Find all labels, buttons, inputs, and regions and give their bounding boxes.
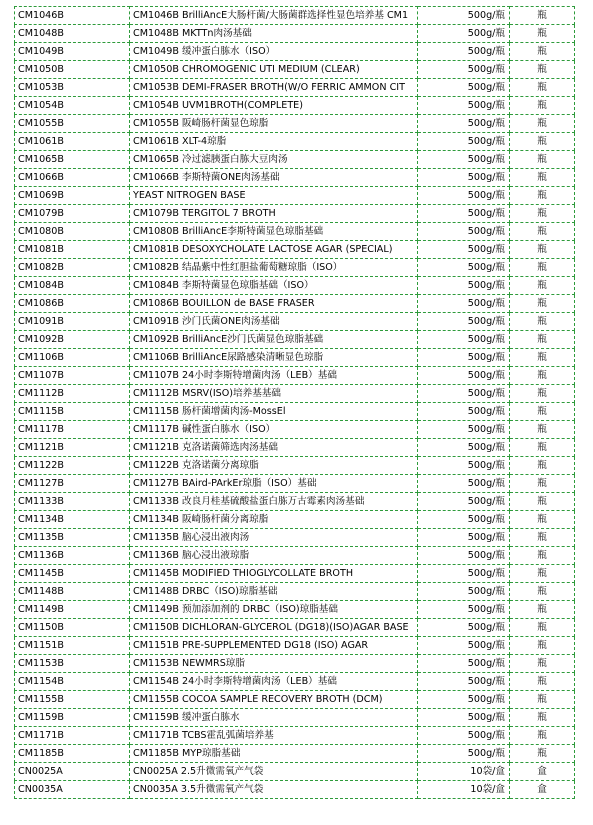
unit-cell: 瓶 [510, 655, 575, 673]
product-name-cell: CM1155B COCOA SAMPLE RECOVERY BROTH (DCM) [130, 691, 418, 709]
unit-cell: 瓶 [510, 241, 575, 259]
table-row [15, 511, 575, 529]
product-code-cell: CM1091B [15, 313, 130, 331]
table-row [15, 439, 575, 457]
table-row [15, 385, 575, 403]
product-name-cell: CM1054B UVM1BROTH(COMPLETE) [130, 97, 418, 115]
product-name-cell: CM1107B 24小时李斯特增菌肉汤（LEB）基础 [130, 367, 418, 385]
product-code-cell: CM1153B [15, 655, 130, 673]
package-spec-cell: 500g/瓶 [418, 709, 510, 727]
unit-cell: 瓶 [510, 601, 575, 619]
table-row [15, 187, 575, 205]
unit-cell: 瓶 [510, 673, 575, 691]
product-name-cell: CM1135B 脑心浸出液肉汤 [130, 529, 418, 547]
product-code-cell: CM1050B [15, 61, 130, 79]
product-code-cell: CM1134B [15, 511, 130, 529]
table-row [15, 709, 575, 727]
package-spec-cell: 500g/瓶 [418, 583, 510, 601]
table-row [15, 79, 575, 97]
unit-cell: 瓶 [510, 187, 575, 205]
package-spec-cell: 500g/瓶 [418, 403, 510, 421]
product-code-cell: CM1154B [15, 673, 130, 691]
product-name-cell: CM1086B BOUILLON de BASE FRASER [130, 295, 418, 313]
table-row [15, 331, 575, 349]
package-spec-cell: 500g/瓶 [418, 547, 510, 565]
unit-cell: 瓶 [510, 97, 575, 115]
table-row [15, 421, 575, 439]
product-code-cell: CM1136B [15, 547, 130, 565]
product-code-cell: CM1082B [15, 259, 130, 277]
package-spec-cell: 500g/瓶 [418, 655, 510, 673]
product-name-cell: CM1159B 缓冲蛋白胨水 [130, 709, 418, 727]
product-code-cell: CM1112B [15, 385, 130, 403]
package-spec-cell: 500g/瓶 [418, 205, 510, 223]
table-row [15, 781, 575, 799]
table-row [15, 493, 575, 511]
product-name-cell: CM1185B MYP琼脂基础 [130, 745, 418, 763]
package-spec-cell: 500g/瓶 [418, 511, 510, 529]
unit-cell: 瓶 [510, 475, 575, 493]
product-code-cell: CM1150B [15, 619, 130, 637]
product-code-cell: CM1079B [15, 205, 130, 223]
product-name-cell: CM1061B XLT-4琼脂 [130, 133, 418, 151]
product-name-cell: YEAST NITROGEN BASE [130, 187, 418, 205]
table-row [15, 673, 575, 691]
unit-cell: 瓶 [510, 349, 575, 367]
unit-cell: 瓶 [510, 403, 575, 421]
package-spec-cell: 500g/瓶 [418, 151, 510, 169]
package-spec-cell: 500g/瓶 [418, 619, 510, 637]
unit-cell: 瓶 [510, 637, 575, 655]
table-row [15, 367, 575, 385]
unit-cell: 瓶 [510, 421, 575, 439]
product-code-cell: CM1149B [15, 601, 130, 619]
unit-cell: 瓶 [510, 61, 575, 79]
product-code-cell: CM1055B [15, 115, 130, 133]
table-row [15, 97, 575, 115]
table-row [15, 151, 575, 169]
package-spec-cell: 500g/瓶 [418, 25, 510, 43]
unit-cell: 瓶 [510, 709, 575, 727]
table-row [15, 43, 575, 61]
product-name-cell: CM1115B 肠杆菌增菌肉汤-MossEl [130, 403, 418, 421]
product-code-cell: CM1133B [15, 493, 130, 511]
package-spec-cell: 500g/瓶 [418, 493, 510, 511]
unit-cell: 瓶 [510, 205, 575, 223]
package-spec-cell: 500g/瓶 [418, 115, 510, 133]
product-name-cell: CM1154B 24小时李斯特增菌肉汤（LEB）基础 [130, 673, 418, 691]
table-row [15, 133, 575, 151]
product-code-cell: CM1106B [15, 349, 130, 367]
product-name-cell: CM1133B 改良月桂基硫酸盐蛋白胨万古霉素肉汤基础 [130, 493, 418, 511]
unit-cell: 瓶 [510, 745, 575, 763]
package-spec-cell: 500g/瓶 [418, 691, 510, 709]
product-name-cell: CM1065B 冷过滤胰蛋白胨大豆肉汤 [130, 151, 418, 169]
table-row [15, 295, 575, 313]
product-code-cell: CM1048B [15, 25, 130, 43]
product-code-cell: CM1084B [15, 277, 130, 295]
package-spec-cell: 500g/瓶 [418, 475, 510, 493]
product-code-cell: CM1061B [15, 133, 130, 151]
product-name-cell: CM1049B 缓冲蛋白胨水（ISO） [130, 43, 418, 61]
unit-cell: 瓶 [510, 439, 575, 457]
product-name-cell: CM1080B BrilliAncE李斯特菌显色琼脂基础 [130, 223, 418, 241]
package-spec-cell: 500g/瓶 [418, 169, 510, 187]
unit-cell: 瓶 [510, 223, 575, 241]
table-row [15, 61, 575, 79]
package-spec-cell: 500g/瓶 [418, 673, 510, 691]
package-spec-cell: 500g/瓶 [418, 97, 510, 115]
product-code-cell: CM1121B [15, 439, 130, 457]
product-name-cell: CM1151B PRE-SUPPLEMENTED DG18 (ISO) AGAR [130, 637, 418, 655]
product-code-cell: CM1080B [15, 223, 130, 241]
package-spec-cell: 500g/瓶 [418, 637, 510, 655]
table-row [15, 457, 575, 475]
package-spec-cell: 500g/瓶 [418, 223, 510, 241]
product-name-cell: CM1081B DESOXYCHOLATE LACTOSE AGAR (SPECIAL) [130, 241, 418, 259]
package-spec-cell: 500g/瓶 [418, 7, 510, 25]
table-row [15, 403, 575, 421]
product-table [14, 6, 575, 799]
package-spec-cell: 500g/瓶 [418, 331, 510, 349]
unit-cell: 瓶 [510, 313, 575, 331]
unit-cell: 瓶 [510, 691, 575, 709]
unit-cell: 瓶 [510, 133, 575, 151]
package-spec-cell: 500g/瓶 [418, 439, 510, 457]
package-spec-cell: 500g/瓶 [418, 259, 510, 277]
product-code-cell: CM1159B [15, 709, 130, 727]
product-name-cell: CM1153B NEWMRS琼脂 [130, 655, 418, 673]
unit-cell: 瓶 [510, 565, 575, 583]
package-spec-cell: 500g/瓶 [418, 745, 510, 763]
unit-cell: 瓶 [510, 115, 575, 133]
table-row [15, 547, 575, 565]
table-row [15, 349, 575, 367]
table-row [15, 583, 575, 601]
unit-cell: 瓶 [510, 457, 575, 475]
unit-cell: 瓶 [510, 493, 575, 511]
product-code-cell: CM1054B [15, 97, 130, 115]
package-spec-cell: 500g/瓶 [418, 79, 510, 97]
unit-cell: 瓶 [510, 583, 575, 601]
product-name-cell: CN0025A 2.5升微需氧产气袋 [130, 763, 418, 781]
table-row [15, 565, 575, 583]
unit-cell: 盒 [510, 763, 575, 781]
package-spec-cell: 500g/瓶 [418, 529, 510, 547]
product-name-cell: CM1134B 阪崎肠杆菌分离琼脂 [130, 511, 418, 529]
package-spec-cell: 500g/瓶 [418, 349, 510, 367]
product-code-cell: CM1065B [15, 151, 130, 169]
unit-cell: 瓶 [510, 7, 575, 25]
product-code-cell: CM1155B [15, 691, 130, 709]
product-code-cell: CM1066B [15, 169, 130, 187]
table-row [15, 115, 575, 133]
table-row [15, 7, 575, 25]
product-name-cell: CM1066B 李斯特菌ONE肉汤基础 [130, 169, 418, 187]
package-spec-cell: 500g/瓶 [418, 187, 510, 205]
table-row [15, 313, 575, 331]
product-name-cell: CM1092B BrilliAncE沙门氏菌显色琼脂基础 [130, 331, 418, 349]
unit-cell: 瓶 [510, 367, 575, 385]
product-code-cell: CM1148B [15, 583, 130, 601]
product-code-cell: CM1145B [15, 565, 130, 583]
table-row [15, 727, 575, 745]
table-row [15, 277, 575, 295]
product-name-cell: CM1149B 预加添加剂的 DRBC（ISO)琼脂基础 [130, 601, 418, 619]
product-name-cell: CM1145B MODIFIED THIOGLYCOLLATE BROTH [130, 565, 418, 583]
table-row [15, 25, 575, 43]
table-row [15, 241, 575, 259]
product-code-cell: CM1151B [15, 637, 130, 655]
unit-cell: 瓶 [510, 79, 575, 97]
product-name-cell: CM1055B 阪崎肠杆菌显色琼脂 [130, 115, 418, 133]
product-code-cell: CM1115B [15, 403, 130, 421]
package-spec-cell: 500g/瓶 [418, 601, 510, 619]
unit-cell: 瓶 [510, 619, 575, 637]
table-row [15, 637, 575, 655]
product-code-cell: CM1107B [15, 367, 130, 385]
table-row [15, 655, 575, 673]
table-row [15, 691, 575, 709]
package-spec-cell: 500g/瓶 [418, 727, 510, 745]
unit-cell: 盒 [510, 781, 575, 799]
product-table-body [15, 7, 575, 799]
package-spec-cell: 500g/瓶 [418, 565, 510, 583]
package-spec-cell: 10袋/盒 [418, 781, 510, 799]
table-row [15, 763, 575, 781]
unit-cell: 瓶 [510, 151, 575, 169]
product-code-cell: CM1122B [15, 457, 130, 475]
table-row [15, 205, 575, 223]
unit-cell: 瓶 [510, 295, 575, 313]
table-row [15, 619, 575, 637]
product-name-cell: CM1112B MSRV(ISO)培养基基础 [130, 385, 418, 403]
product-code-cell: CM1046B [15, 7, 130, 25]
package-spec-cell: 500g/瓶 [418, 277, 510, 295]
unit-cell: 瓶 [510, 277, 575, 295]
product-name-cell: CM1136B 脑心浸出液琼脂 [130, 547, 418, 565]
product-name-cell: CM1106B BrilliAncE尿路感染清晰显色琼脂 [130, 349, 418, 367]
package-spec-cell: 500g/瓶 [418, 313, 510, 331]
package-spec-cell: 500g/瓶 [418, 385, 510, 403]
product-name-cell: CM1091B 沙门氏菌ONE肉汤基础 [130, 313, 418, 331]
product-name-cell: CM1053B DEMI-FRASER BROTH(W/O FERRIC AMMON CIT [130, 79, 418, 97]
product-name-cell: CM1150B DICHLORAN-GLYCEROL (DG18)(ISO)AGAR BASE [130, 619, 418, 637]
table-row [15, 529, 575, 547]
unit-cell: 瓶 [510, 259, 575, 277]
unit-cell: 瓶 [510, 529, 575, 547]
unit-cell: 瓶 [510, 331, 575, 349]
package-spec-cell: 500g/瓶 [418, 367, 510, 385]
product-name-cell: CN0035A 3.5升微需氧产气袋 [130, 781, 418, 799]
product-name-cell: CM1117B 碱性蛋白胨水（ISO） [130, 421, 418, 439]
unit-cell: 瓶 [510, 25, 575, 43]
product-name-cell: CM1048B MKTTn肉汤基础 [130, 25, 418, 43]
product-name-cell: CM1082B 结晶紫中性红胆盐葡萄糖琼脂（ISO） [130, 259, 418, 277]
unit-cell: 瓶 [510, 169, 575, 187]
package-spec-cell: 500g/瓶 [418, 241, 510, 259]
package-spec-cell: 500g/瓶 [418, 457, 510, 475]
unit-cell: 瓶 [510, 547, 575, 565]
package-spec-cell: 10袋/盒 [418, 763, 510, 781]
product-code-cell: CM1135B [15, 529, 130, 547]
product-name-cell: CM1046B BrilliAncE大肠杆菌/大肠菌群选择性显色培养基 CM1 [130, 7, 418, 25]
product-code-cell: CM1049B [15, 43, 130, 61]
product-code-cell: CM1117B [15, 421, 130, 439]
product-code-cell: CM1127B [15, 475, 130, 493]
table-row [15, 169, 575, 187]
package-spec-cell: 500g/瓶 [418, 133, 510, 151]
table-row [15, 223, 575, 241]
product-name-cell: CM1084B 李斯特菌显色琼脂基础（ISO） [130, 277, 418, 295]
product-name-cell: CM1121B 克洛诺菌筛选肉汤基础 [130, 439, 418, 457]
product-name-cell: CM1122B 克洛诺菌分离琼脂 [130, 457, 418, 475]
product-code-cell: CM1185B [15, 745, 130, 763]
package-spec-cell: 500g/瓶 [418, 421, 510, 439]
product-name-cell: CM1079B TERGITOL 7 BROTH [130, 205, 418, 223]
product-name-cell: CM1148B DRBC（ISO)琼脂基础 [130, 583, 418, 601]
product-code-cell: CM1053B [15, 79, 130, 97]
product-code-cell: CM1086B [15, 295, 130, 313]
product-name-cell: CM1171B TCBS霍乱弧菌培养基 [130, 727, 418, 745]
table-row [15, 601, 575, 619]
unit-cell: 瓶 [510, 385, 575, 403]
unit-cell: 瓶 [510, 727, 575, 745]
unit-cell: 瓶 [510, 43, 575, 61]
product-code-cell: CN0025A [15, 763, 130, 781]
unit-cell: 瓶 [510, 511, 575, 529]
table-row [15, 475, 575, 493]
product-name-cell: CM1050B CHROMOGENIC UTI MEDIUM (CLEAR) [130, 61, 418, 79]
product-name-cell: CM1127B BAird-PArkEr琼脂（ISO）基础 [130, 475, 418, 493]
product-code-cell: CN0035A [15, 781, 130, 799]
product-code-cell: CM1171B [15, 727, 130, 745]
product-code-cell: CM1069B [15, 187, 130, 205]
product-code-cell: CM1092B [15, 331, 130, 349]
product-code-cell: CM1081B [15, 241, 130, 259]
package-spec-cell: 500g/瓶 [418, 295, 510, 313]
table-row [15, 259, 575, 277]
table-row [15, 745, 575, 763]
package-spec-cell: 500g/瓶 [418, 43, 510, 61]
package-spec-cell: 500g/瓶 [418, 61, 510, 79]
